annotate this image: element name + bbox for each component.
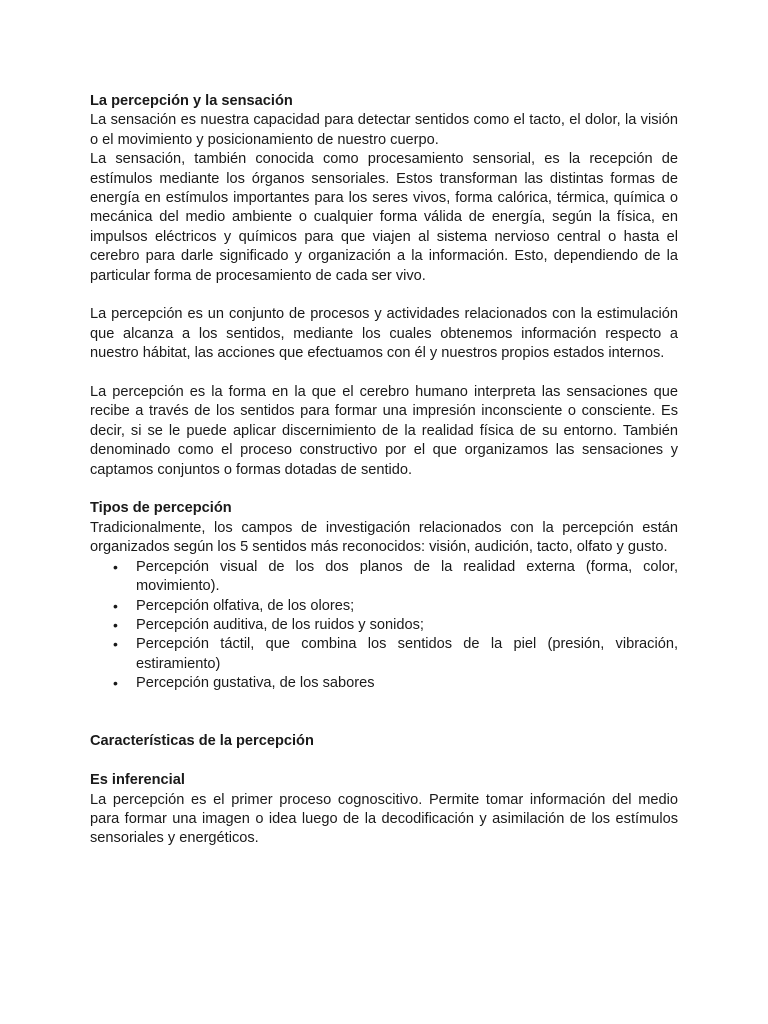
bullet-icon: •: [113, 636, 118, 653]
spacer: [90, 752, 678, 771]
bullet-icon: •: [113, 616, 118, 633]
subsection-title-inferencial: Es inferencial: [90, 772, 185, 789]
list-item: [113, 597, 678, 616]
paragraph-percepcion-procesos: La percepción es un conjunto de procesos y actividades relacionados con la estimulación que alcanza a los sentidos, mediante los cuales obtenemos información respecto a nuestro hábitat, las acciones que efectuamos con él y nuestros propios estados internos.: [90, 306, 678, 362]
spacer: [90, 694, 678, 733]
list-item-text: Percepción táctil, que combina los sentidos de la piel (presión, vibración, estiramiento): [136, 636, 678, 672]
paragraph-tipos-intro: Tradicionalmente, los campos de investigación relacionados con la percepción están organizados según los 5 sentidos más reconocidos: visión, audición, tacto, olfato y gusto.: [90, 519, 678, 556]
list-item: [113, 674, 678, 693]
paragraph-inferencial: La percepción es el primer proceso cognoscitivo. Permite tomar información del medio para formar una imagen o idea luego de la decodificación y asimilación de los estímulos sensoriales y energéticos.: [90, 791, 678, 847]
list-item: [113, 558, 678, 597]
paragraph-percepcion-cerebro: La percepción es la forma en la que el cerebro humano interpreta las sensaciones que recibe a través de los sentidos para formar una impresión inconsciente o consciente. Es decir, si se le puede aplicar discernimiento de la realidad física de su entorno. También denominado como el proceso constructivo por el que organizamos las sensaciones y captamos conjuntos o formas dotadas de sentido.: [90, 384, 678, 478]
list-item-text: Percepción olfativa, de los olores;: [136, 597, 355, 614]
list-item: [113, 616, 678, 635]
perception-types-list: [90, 558, 678, 694]
paragraph-procesamiento-sensorial: La sensación, también conocida como procesamiento sensorial, es la recepción de estímulos mediante los órganos sensoriales. Estos transforman las distintas formas de energía en estímulos importantes para los seres vivos, forma calórica, térmica, química o mecánica del medio ambiente o cualquier forma válida de energía, según la física, en impulsos eléctricos y químicos para que viajen al sistema nervioso central o hasta el cerebro para darle significado y organización a la información. Esto, dependiendo de la particular forma de procesamiento de cada ser vivo.: [90, 151, 678, 284]
bullet-icon: •: [113, 597, 118, 614]
section-title-caracteristicas: Características de la percepción: [90, 733, 314, 750]
bullet-icon: •: [113, 675, 118, 692]
bullet-icon: •: [113, 558, 118, 575]
list-item: [113, 635, 678, 674]
spacer: [90, 480, 678, 499]
paragraph-sensacion-definicion: La sensación es nuestra capacidad para detectar sentidos como el tacto, el dolor, la visión o el movimiento y posicionamiento de nuestro cuerpo.: [90, 112, 678, 148]
list-item-text: Percepción gustativa, de los sabores: [136, 675, 375, 692]
section-title-tipos-percepcion: Tipos de percepción: [90, 500, 232, 517]
section-title-percepcion-sensacion: La percepción y la sensación: [90, 93, 293, 109]
document-page: [90, 92, 678, 849]
spacer: [90, 364, 678, 383]
list-item-text: Percepción auditiva, de los ruidos y sonidos;: [136, 616, 424, 633]
spacer: [90, 286, 678, 305]
list-item-text: Percepción visual de los dos planos de la realidad externa (forma, color, movimiento).: [136, 558, 678, 595]
